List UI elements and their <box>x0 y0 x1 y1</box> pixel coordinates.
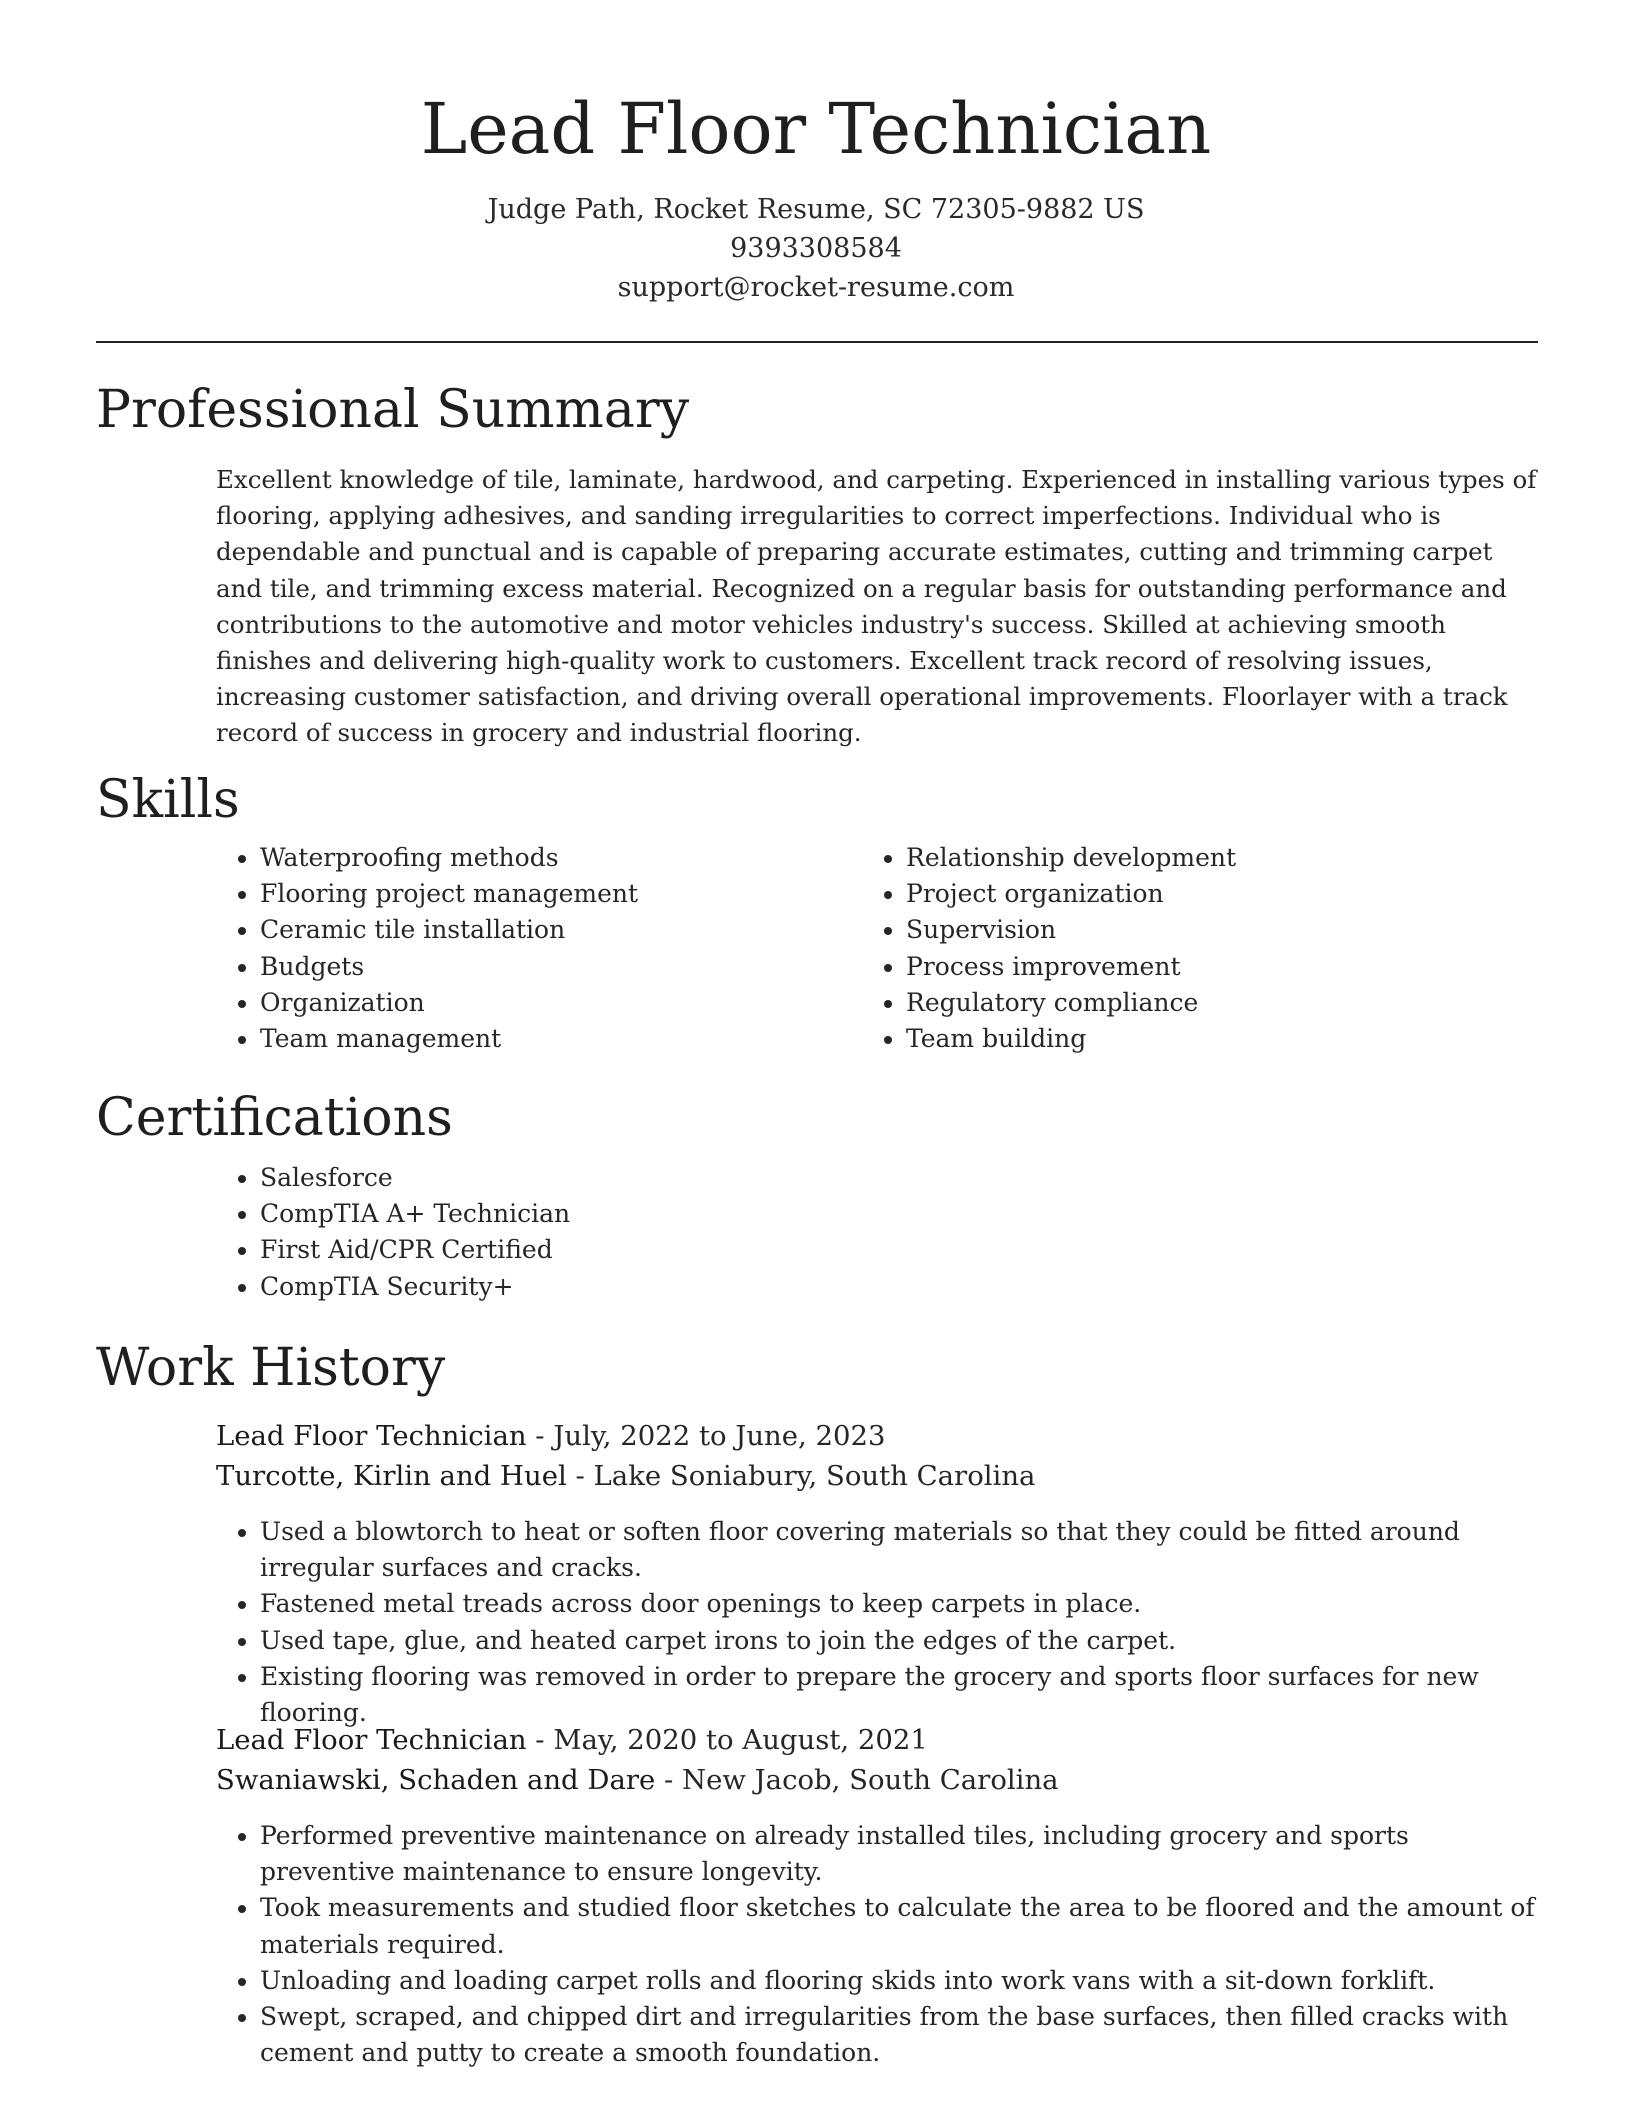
summary-heading: Professional Summary <box>96 380 690 440</box>
contact-email: support@rocket-resume.com <box>617 272 1015 303</box>
job-bullet: • Used tape, glue, and heated carpet irons to join the edges of the carpet. <box>260 1623 1546 1659</box>
job-location: - New Jacob, South Carolina <box>655 1764 1059 1796</box>
job-company-line <box>216 1760 1546 1800</box>
certification-item: • CompTIA A+ Technician <box>260 1196 570 1232</box>
contact-address: Judge Path, Rocket Resume, SC 72305-9882 US <box>487 194 1145 225</box>
job-dates: - May, 2020 to August, 2021 <box>526 1724 928 1756</box>
skill-item: • Project organization <box>906 876 1236 912</box>
skill-item: • Team building <box>906 1021 1236 1057</box>
skill-item: • Process improvement <box>906 949 1236 985</box>
skill-item: • Ceramic tile installation <box>260 912 638 948</box>
job-bullet: • Unloading and loading carpet rolls and flooring skids into work vans with a sit-down forklift. <box>260 1963 1546 1999</box>
job-bullet: • Performed preventive maintenance on already installed tiles, including grocery and sports preventive maintenance to ensure longevity. <box>260 1818 1546 1890</box>
job-bullet: • Fastened metal treads across door openings to keep carpets in place. <box>260 1586 1546 1622</box>
skill-item: • Regulatory compliance <box>906 985 1236 1021</box>
job-entry-2 <box>216 1720 1546 2071</box>
job-company: Turcotte, Kirlin and Huel <box>216 1460 567 1492</box>
work-history-heading: Work History <box>96 1338 446 1398</box>
job-company: Swaniawski, Schaden and Dare <box>216 1764 656 1796</box>
job-entry-1 <box>216 1416 1546 1731</box>
skill-item: • Relationship development <box>906 840 1236 876</box>
skill-item: • Budgets <box>260 949 638 985</box>
job-dates: - July, 2022 to June, 2023 <box>526 1420 886 1452</box>
skills-list-right <box>862 840 1236 1057</box>
skill-item: • Waterproofing methods <box>260 840 638 876</box>
job-title-line <box>216 1416 1546 1456</box>
resume-header <box>0 0 1632 307</box>
skills-heading: Skills <box>96 770 240 830</box>
certifications-list <box>216 1160 570 1305</box>
job-role: Lead Floor Technician <box>216 1420 527 1452</box>
job-location: - Lake Soniabury, South Carolina <box>566 1460 1036 1492</box>
job-role: Lead Floor Technician <box>216 1724 527 1756</box>
job-bullets <box>216 1818 1546 2071</box>
contact-block <box>0 190 1632 307</box>
job-bullet: • Swept, scraped, and chipped dirt and irregularities from the base surfaces, then filled cracks with cement and putty to create a smooth foundation. <box>260 1999 1546 2071</box>
skill-item: • Flooring project management <box>260 876 638 912</box>
job-bullet: • Existing flooring was removed in order to prepare the grocery and sports floor surfaces for new flooring. <box>260 1659 1546 1731</box>
contact-phone: 9393308584 <box>730 233 902 264</box>
job-title-line <box>216 1720 1546 1760</box>
job-company-line <box>216 1456 1546 1496</box>
skill-item: • Organization <box>260 985 638 1021</box>
skills-list-left <box>216 840 638 1057</box>
job-bullet: • Took measurements and studied floor sketches to calculate the area to be floored and the amount of materials required. <box>260 1890 1546 1962</box>
summary-text: Excellent knowledge of tile, laminate, hardwood, and carpeting. Experienced in installing various types of flooring, applying adhesives, and sanding irregularities to correct imperfections. Individual who is dependable and punctual and is capable of preparing accurate estimates, cutting and trimming carpet and tile, and trimming excess material. Recognized on a regular basis for outstanding performance and contributions to the automotive and motor vehicles industry's success. Skilled at achieving smooth finishes and delivering high-quality work to customers. Excellent track record of resolving issues, increasing customer satisfaction, and driving overall operational improvements. Floorlayer with a track record of success in grocery and industrial flooring. <box>216 465 1537 748</box>
candidate-name: Lead Floor Technician <box>420 88 1212 170</box>
certification-item: • CompTIA Security+ <box>260 1269 570 1305</box>
certification-item: • Salesforce <box>260 1160 570 1196</box>
skill-item: • Supervision <box>906 912 1236 948</box>
header-divider <box>96 341 1538 343</box>
certification-item: • First Aid/CPR Certified <box>260 1232 570 1268</box>
certifications-heading: Certifications <box>96 1088 453 1148</box>
skill-item: • Team management <box>260 1021 638 1057</box>
job-bullet: • Used a blowtorch to heat or soften floor covering materials so that they could be fitted around irregular surfaces and cracks. <box>260 1514 1546 1586</box>
job-bullets <box>216 1514 1546 1731</box>
